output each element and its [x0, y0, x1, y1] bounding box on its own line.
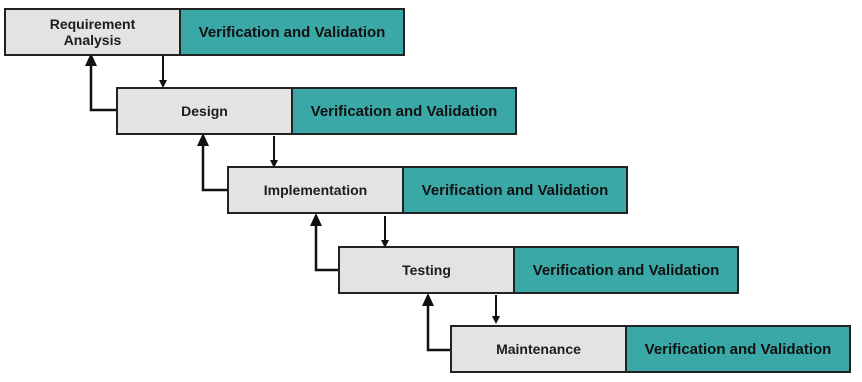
stage-implementation [227, 166, 628, 214]
phase-implementation: Implementation [227, 166, 404, 214]
feedback-arrow-1 [91, 66, 117, 110]
phase-testing: Testing [338, 246, 515, 294]
phase-requirement-analysis: Requirement Analysis [4, 8, 181, 56]
vv-design: Verification and Validation [293, 87, 517, 135]
phase-maintenance: Maintenance [450, 325, 627, 373]
feedback-arrow-3 [316, 226, 339, 270]
feedback-arrow-2 [203, 146, 228, 190]
vv-testing: Verification and Validation [515, 246, 739, 294]
vv-requirement-analysis: Verification and Validation [181, 8, 405, 56]
stage-design [116, 87, 517, 135]
stage-requirement-analysis [4, 8, 405, 56]
feedback-arrow-4 [428, 306, 450, 350]
stage-testing [338, 246, 739, 294]
vv-implementation: Verification and Validation [404, 166, 628, 214]
stage-maintenance [450, 325, 851, 373]
vv-maintenance: Verification and Validation [627, 325, 851, 373]
phase-design: Design [116, 87, 293, 135]
